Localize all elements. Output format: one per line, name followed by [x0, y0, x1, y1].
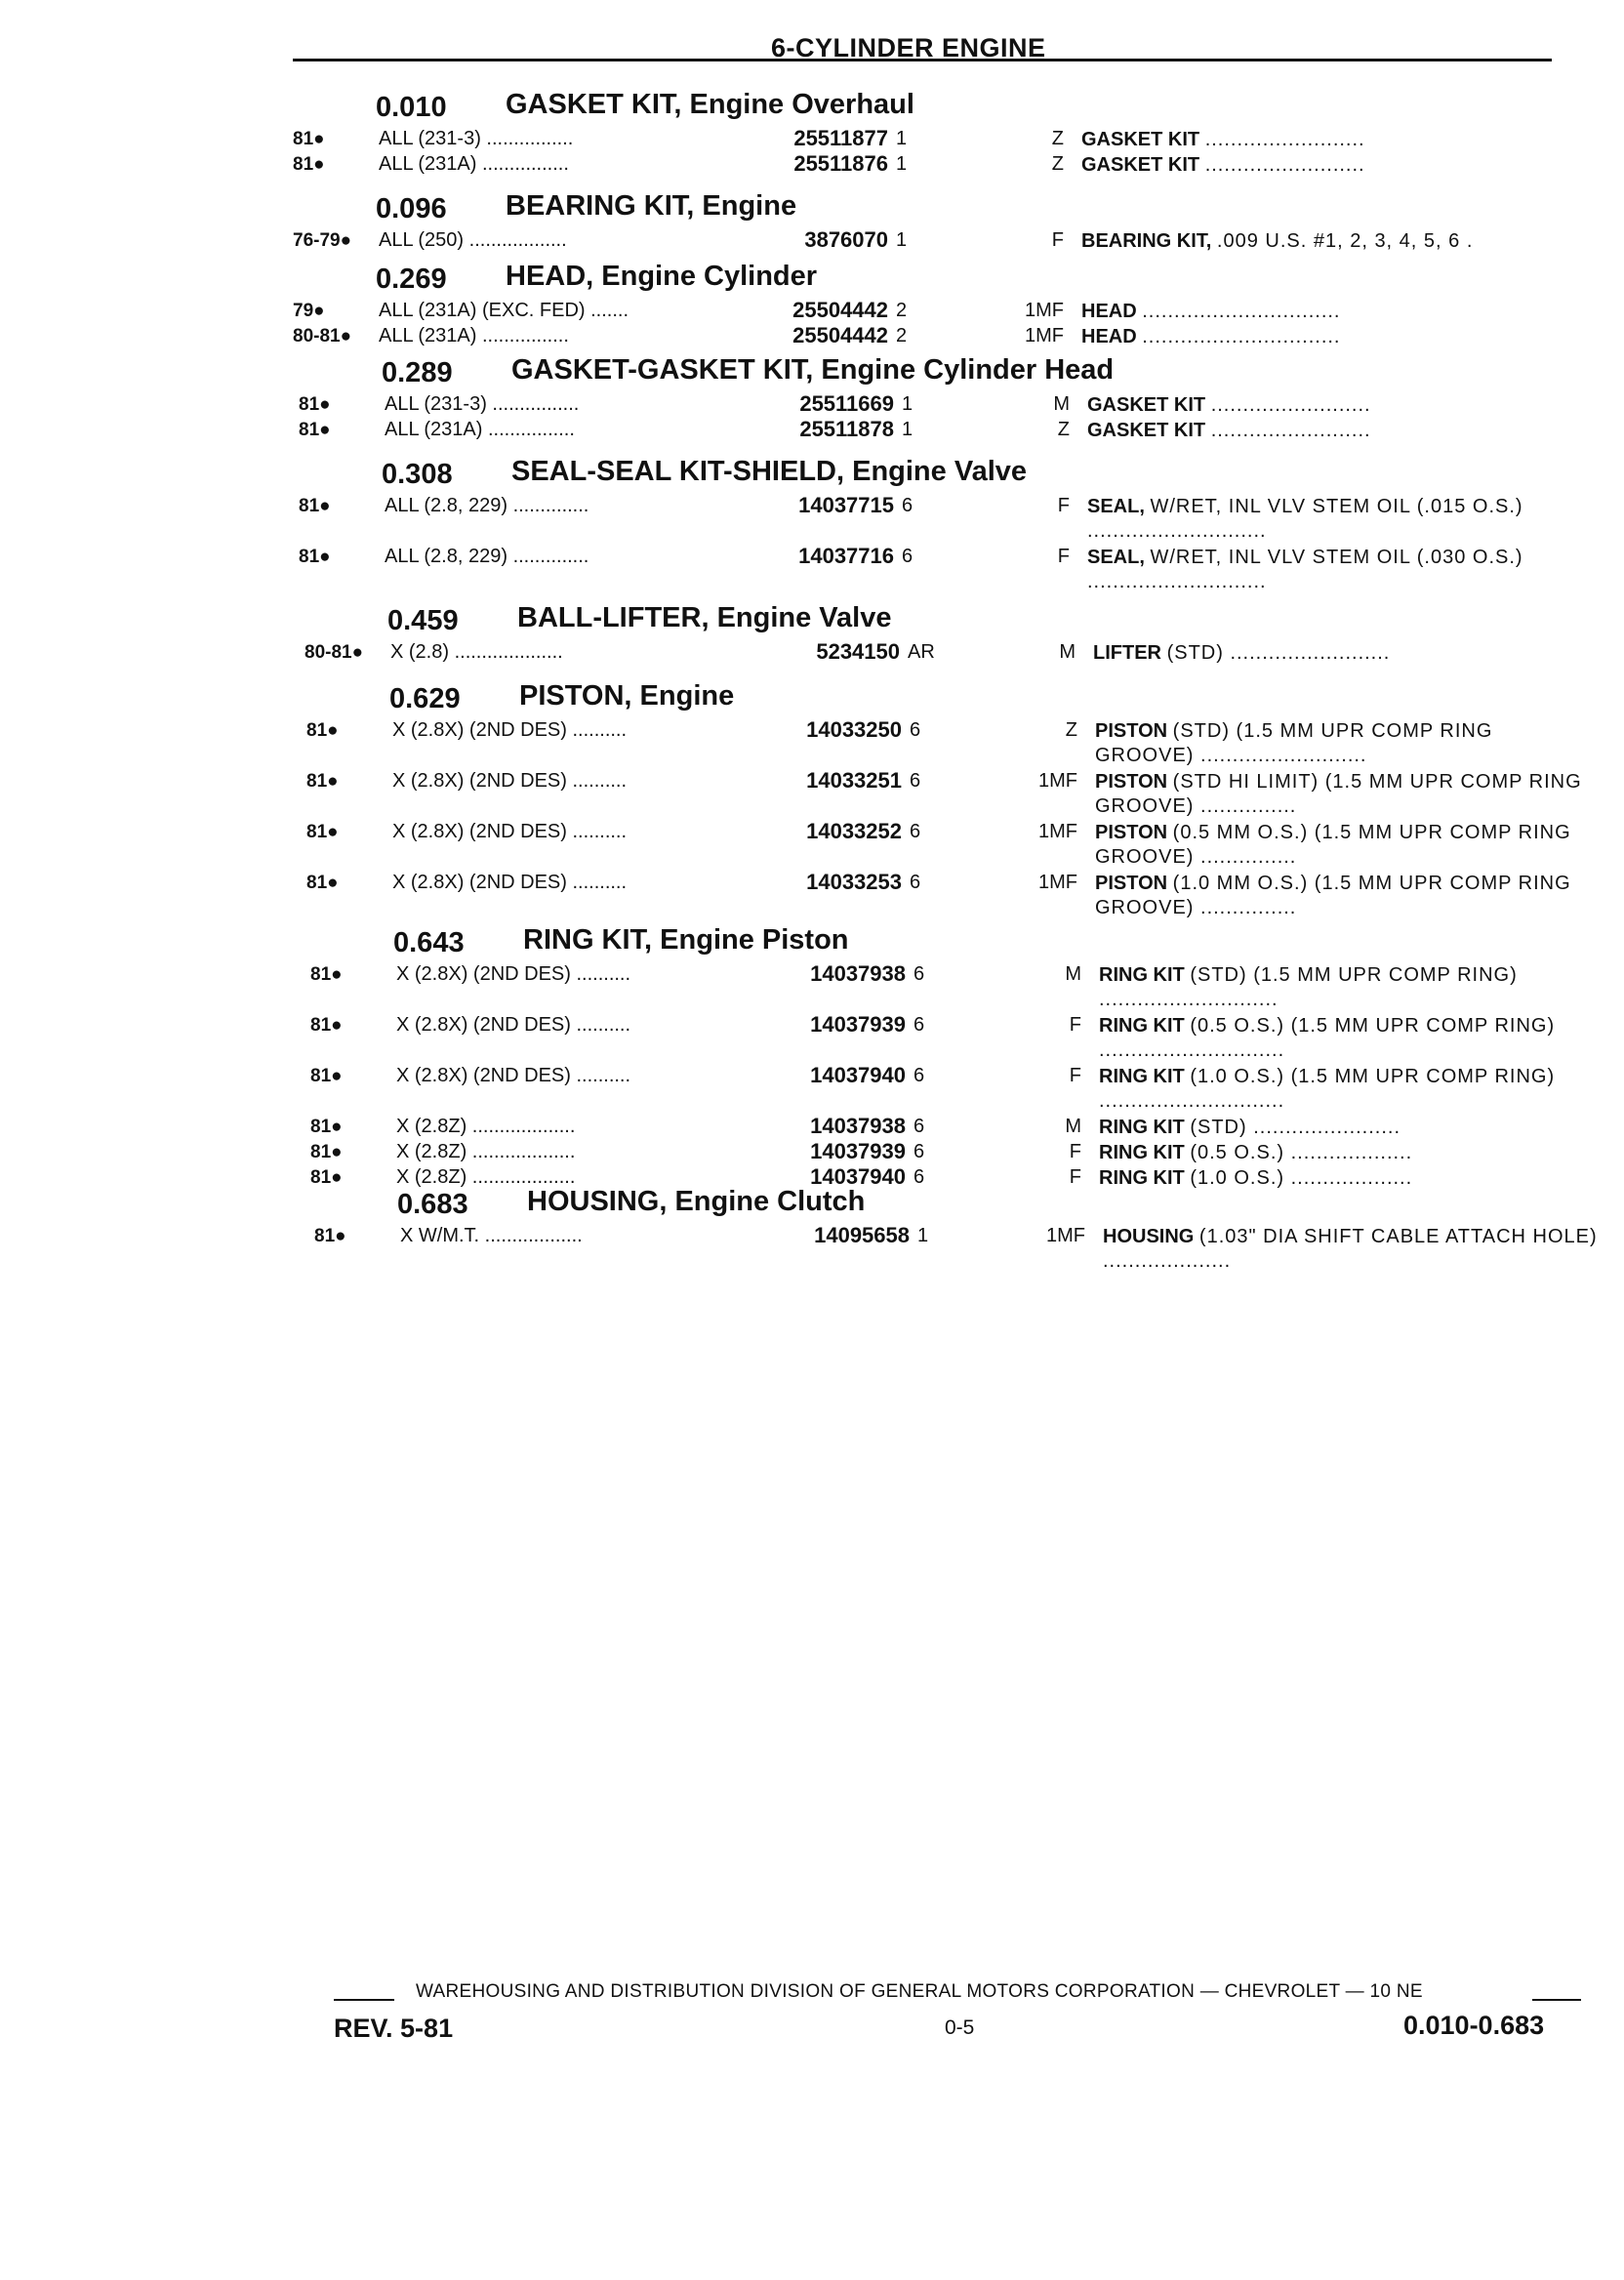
part-row	[299, 416, 1597, 441]
description-detail: (1.0 MM O.S.) (1.5 MM UPR COMP RING GROOVE) ...............	[1095, 873, 1571, 918]
description	[1095, 719, 1593, 768]
description	[1095, 821, 1593, 870]
quantity: 6	[910, 770, 921, 792]
section-code: 0.269	[376, 264, 447, 295]
quantity: 6	[910, 872, 921, 893]
description	[1099, 963, 1597, 1012]
source-code: F	[1069, 1141, 1081, 1162]
model-year: 81●	[306, 822, 339, 842]
description-title: RING KIT	[1099, 1167, 1185, 1189]
model-year: 81●	[310, 1066, 343, 1086]
source-code: Z	[1051, 128, 1064, 149]
model-year: 80-81●	[293, 326, 352, 346]
description	[1087, 546, 1585, 594]
application: X (2.8X) (2ND DES) ..........	[392, 719, 628, 741]
part-row	[304, 638, 1603, 664]
description-detail: (STD) .......................	[1190, 1117, 1401, 1138]
source-code: F	[1069, 1065, 1081, 1086]
description	[1087, 495, 1585, 544]
description	[1081, 325, 1579, 349]
part-number: 14037716	[798, 544, 894, 568]
description	[1099, 1116, 1597, 1140]
part-number: 14033252	[806, 819, 902, 843]
description-title: PISTON	[1095, 822, 1168, 843]
description-title: GASKET KIT	[1081, 154, 1200, 176]
section-name: BEARING KIT, Engine	[506, 190, 797, 222]
quantity: 6	[914, 1166, 925, 1188]
description-title: BEARING KIT,	[1081, 230, 1212, 252]
model-year: 81●	[310, 1142, 343, 1162]
part-row	[293, 150, 1591, 176]
application: X (2.8Z) ...................	[396, 1141, 576, 1162]
application: X (2.8X) (2ND DES) ..........	[396, 1014, 631, 1036]
description	[1099, 1014, 1597, 1063]
section-heading	[293, 261, 1591, 297]
description-title: RING KIT	[1099, 1015, 1185, 1037]
section-code: 0.643	[393, 927, 465, 958]
quantity: 6	[914, 963, 925, 985]
page-title: 6-CYLINDER ENGINE	[771, 33, 1046, 62]
section-code: 0.289	[382, 357, 453, 388]
application: ALL (231A) ................	[379, 325, 569, 346]
description-detail: (0.5 MM O.S.) (1.5 MM UPR COMP RING GROOVE) ...............	[1095, 822, 1571, 868]
part-row	[299, 390, 1597, 416]
part-number: 14033253	[806, 870, 902, 894]
description-title: SEAL,	[1087, 547, 1145, 568]
quantity: 1	[896, 128, 908, 149]
description-detail: (0.5 O.S.) (1.5 MM UPR COMP RING) .............................	[1099, 1015, 1556, 1061]
section-heading	[293, 89, 1591, 125]
model-year: 81●	[310, 1167, 343, 1188]
application: X (2.8X) (2ND DES) ..........	[396, 1065, 631, 1086]
description-title: RING KIT	[1099, 1142, 1185, 1163]
quantity: 6	[902, 495, 914, 516]
source-code: 1MF	[1046, 1225, 1085, 1246]
section-name: PISTON, Engine	[519, 680, 735, 712]
parts-section	[293, 190, 1591, 252]
page-range: 0.010-0.683	[1403, 2011, 1545, 2040]
source-code: F	[1069, 1166, 1081, 1188]
description-detail: (STD) (1.5 MM UPR COMP RING) ............................	[1099, 964, 1518, 1010]
part-row	[314, 1222, 1612, 1273]
application: ALL (231-3) ................	[379, 128, 574, 149]
application: X (2.8Z) ...................	[396, 1116, 576, 1137]
part-row	[310, 960, 1608, 1011]
parts-section	[299, 456, 1597, 593]
section-name: RING KIT, Engine Piston	[523, 924, 849, 956]
application: ALL (231A) (EXC. FED) .......	[379, 300, 629, 321]
part-row	[310, 1011, 1608, 1062]
application: X (2.8X) (2ND DES) ..........	[392, 770, 628, 792]
model-year: 79●	[293, 301, 325, 321]
quantity: 6	[902, 546, 914, 567]
quantity: 6	[914, 1014, 925, 1036]
description-title: RING KIT	[1099, 1066, 1185, 1087]
part-row	[299, 543, 1597, 593]
part-row	[310, 1113, 1608, 1138]
model-year: 81●	[306, 720, 339, 741]
part-number: 25511878	[799, 417, 894, 441]
part-row	[293, 125, 1591, 150]
source-code: 1MF	[1025, 325, 1064, 346]
model-year: 80-81●	[304, 642, 364, 663]
part-number: 14037940	[810, 1063, 906, 1087]
source-code: F	[1057, 495, 1070, 516]
parts-section	[314, 1186, 1612, 1273]
part-row	[310, 1163, 1608, 1189]
application: X (2.8Z) ...................	[396, 1166, 576, 1188]
quantity: 1	[902, 419, 914, 440]
section-name: HOUSING, Engine Clutch	[527, 1186, 866, 1217]
section-heading	[310, 924, 1608, 960]
quantity: 6	[914, 1141, 925, 1162]
description	[1099, 1065, 1597, 1114]
description	[1081, 300, 1579, 324]
description	[1087, 393, 1585, 418]
part-number: 25504442	[792, 323, 888, 347]
quantity: 6	[914, 1065, 925, 1086]
description-detail: .009 U.S. #1, 2, 3, 4, 5, 6 .	[1216, 230, 1474, 252]
description-detail: .........................	[1204, 154, 1365, 176]
application: ALL (2.8, 229) ..............	[385, 495, 589, 516]
section-code: 0.010	[376, 92, 447, 123]
description-detail: W/RET, INL VLV STEM OIL (.015 O.S.) ............................	[1087, 496, 1523, 542]
model-year: 81●	[314, 1226, 346, 1246]
description-title: RING KIT	[1099, 964, 1185, 986]
part-number: 14095658	[814, 1223, 910, 1247]
part-row	[306, 767, 1604, 818]
description-title: PISTON	[1095, 771, 1168, 793]
application: X (2.8) ....................	[390, 641, 563, 663]
model-year: 81●	[299, 496, 331, 516]
application: X W/M.T. ..................	[400, 1225, 583, 1246]
source-code: F	[1057, 546, 1070, 567]
description-title: PISTON	[1095, 720, 1168, 742]
section-code: 0.683	[397, 1189, 468, 1220]
source-code: F	[1069, 1014, 1081, 1036]
section-heading	[299, 456, 1597, 492]
description	[1095, 770, 1593, 819]
source-code: M	[1065, 1116, 1081, 1137]
part-row	[306, 716, 1604, 767]
description-title: GASKET KIT	[1087, 420, 1206, 441]
description-detail: .........................	[1210, 420, 1371, 441]
part-row	[310, 1138, 1608, 1163]
description	[1095, 872, 1593, 920]
model-year: 81●	[306, 873, 339, 893]
section-name: SEAL-SEAL KIT-SHIELD, Engine Valve	[511, 456, 1028, 487]
part-number: 5234150	[816, 639, 900, 664]
part-row	[293, 297, 1591, 322]
part-row	[299, 492, 1597, 543]
description-title: HEAD	[1081, 301, 1137, 322]
description-detail: .........................	[1210, 394, 1371, 416]
model-year: 81●	[299, 420, 331, 440]
quantity: 1	[917, 1225, 929, 1246]
source-code: 1MF	[1038, 770, 1077, 792]
source-code: Z	[1057, 419, 1070, 440]
application: ALL (231A) ................	[379, 153, 569, 175]
description-title: HEAD	[1081, 326, 1137, 347]
quantity: 6	[914, 1116, 925, 1137]
description-title: GASKET KIT	[1087, 394, 1206, 416]
parts-section	[306, 680, 1604, 919]
description	[1093, 641, 1591, 666]
description-detail: (STD) .........................	[1166, 642, 1391, 664]
source-code: Z	[1051, 153, 1064, 175]
section-heading	[304, 602, 1603, 638]
section-heading	[299, 354, 1597, 390]
quantity: 2	[896, 300, 908, 321]
model-year: 81●	[293, 129, 325, 149]
source-code: M	[1053, 393, 1070, 415]
description-title: SEAL,	[1087, 496, 1145, 517]
description-detail: ...............................	[1142, 326, 1341, 347]
model-year: 81●	[310, 964, 343, 985]
description-title: RING KIT	[1099, 1117, 1185, 1138]
model-year: 81●	[299, 547, 331, 567]
quantity: 1	[896, 153, 908, 175]
parts-section	[310, 924, 1608, 1189]
model-year: 81●	[306, 771, 339, 792]
part-row	[306, 869, 1604, 919]
description	[1099, 1141, 1597, 1165]
part-number: 14037938	[810, 1114, 906, 1138]
description	[1081, 229, 1579, 254]
part-row	[293, 226, 1591, 252]
description-detail: ...............................	[1142, 301, 1341, 322]
parts-section	[293, 261, 1591, 347]
quantity: 1	[902, 393, 914, 415]
source-code: 1MF	[1025, 300, 1064, 321]
description-detail: (STD HI LIMIT) (1.5 MM UPR COMP RING GROOVE) ...............	[1095, 771, 1582, 817]
part-number: 3876070	[804, 227, 888, 252]
description-title: PISTON	[1095, 873, 1168, 894]
description-detail: W/RET, INL VLV STEM OIL (.030 O.S.) ............................	[1087, 547, 1523, 592]
model-year: 81●	[293, 154, 325, 175]
section-heading	[306, 680, 1604, 716]
source-code: 1MF	[1038, 821, 1077, 842]
section-name: GASKET-GASKET KIT, Engine Cylinder Head	[511, 354, 1115, 386]
section-name: BALL-LIFTER, Engine Valve	[517, 602, 892, 633]
footer-rule-left	[334, 1999, 394, 2001]
revision-label: REV. 5-81	[334, 2014, 454, 2043]
section-code: 0.308	[382, 459, 453, 490]
source-code: Z	[1065, 719, 1077, 741]
description	[1099, 1166, 1597, 1191]
description-title: HOUSING	[1103, 1226, 1195, 1247]
quantity: AR	[908, 641, 935, 663]
quantity: 6	[910, 719, 921, 741]
section-code: 0.096	[376, 193, 447, 224]
part-row	[310, 1062, 1608, 1113]
parts-section	[293, 89, 1591, 176]
model-year: 81●	[310, 1015, 343, 1036]
header-rule	[293, 59, 1552, 61]
footer-division: WAREHOUSING AND DISTRIBUTION DIVISION OF GENERAL MOTORS CORPORATION — CHEVROLET — 10 NE	[416, 1981, 1423, 2002]
model-year: 76-79●	[293, 230, 352, 251]
section-name: HEAD, Engine Cylinder	[506, 261, 818, 292]
source-code: M	[1065, 963, 1081, 985]
description-detail: (1.0 O.S.) ...................	[1190, 1167, 1413, 1189]
model-year: 81●	[310, 1117, 343, 1137]
page-number: 0-5	[945, 2016, 975, 2039]
description	[1087, 419, 1585, 443]
description	[1081, 153, 1579, 178]
description-title: LIFTER	[1093, 642, 1161, 664]
part-number: 25504442	[792, 298, 888, 322]
description-detail: (1.03" DIA SHIFT CABLE ATTACH HOLE) ....................	[1103, 1226, 1598, 1272]
model-year: 81●	[299, 394, 331, 415]
part-number: 14037939	[810, 1012, 906, 1037]
footer-rule-right	[1532, 1999, 1581, 2001]
quantity: 6	[910, 821, 921, 842]
part-number: 14037938	[810, 961, 906, 986]
application: ALL (231A) ................	[385, 419, 575, 440]
application: X (2.8X) (2ND DES) ..........	[396, 963, 631, 985]
part-number: 14033250	[806, 717, 902, 742]
description	[1103, 1225, 1601, 1274]
quantity: 2	[896, 325, 908, 346]
description-detail: (1.0 O.S.) (1.5 MM UPR COMP RING) .............................	[1099, 1066, 1556, 1112]
part-number: 14037715	[798, 493, 894, 517]
description-detail: (0.5 O.S.) ...................	[1190, 1142, 1413, 1163]
parts-section	[299, 354, 1597, 441]
application: ALL (2.8, 229) ..............	[385, 546, 589, 567]
description-detail: .........................	[1204, 129, 1365, 150]
part-number: 14033251	[806, 768, 902, 793]
source-code: M	[1059, 641, 1076, 663]
description	[1081, 128, 1579, 152]
part-number: 14037940	[810, 1164, 906, 1189]
source-code: F	[1051, 229, 1064, 251]
part-row	[306, 818, 1604, 869]
source-code: 1MF	[1038, 872, 1077, 893]
part-number: 25511876	[793, 151, 888, 176]
part-number: 25511669	[799, 391, 894, 416]
application: X (2.8X) (2ND DES) ..........	[392, 872, 628, 893]
application: ALL (231-3) ................	[385, 393, 580, 415]
part-number: 25511877	[793, 126, 888, 150]
application: ALL (250) ..................	[379, 229, 567, 251]
description-title: GASKET KIT	[1081, 129, 1200, 150]
section-code: 0.459	[387, 605, 459, 636]
section-heading	[314, 1186, 1612, 1222]
parts-section	[304, 602, 1603, 664]
quantity: 1	[896, 229, 908, 251]
part-number: 14037939	[810, 1139, 906, 1163]
section-heading	[293, 190, 1591, 226]
description-detail: (STD) (1.5 MM UPR COMP RING GROOVE) ..........................	[1095, 720, 1493, 766]
section-code: 0.629	[389, 683, 461, 714]
section-name: GASKET KIT, Engine Overhaul	[506, 89, 914, 120]
part-row	[293, 322, 1591, 347]
application: X (2.8X) (2ND DES) ..........	[392, 821, 628, 842]
